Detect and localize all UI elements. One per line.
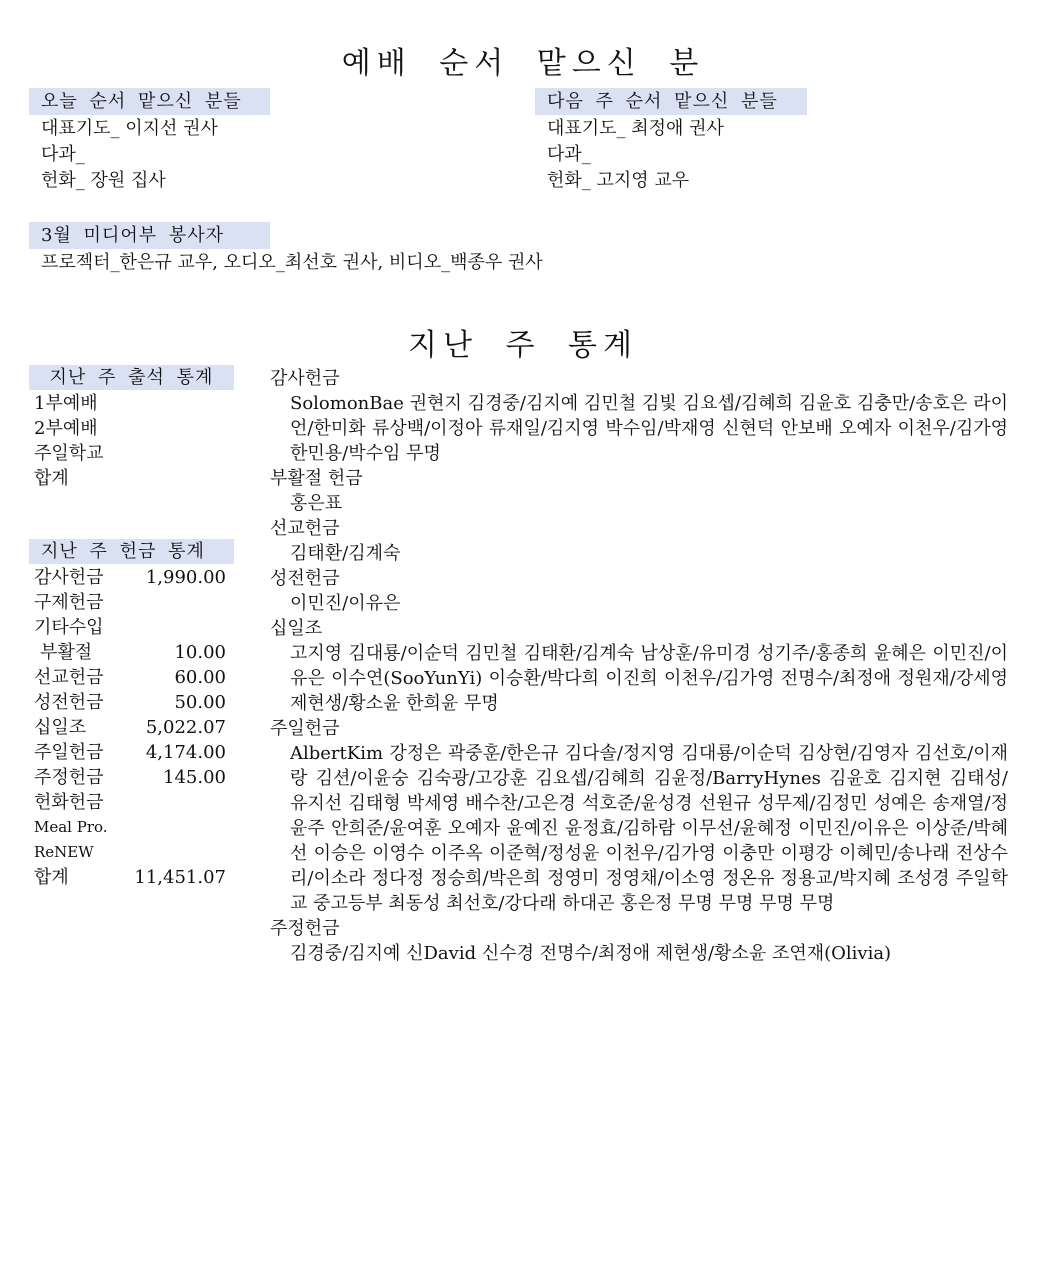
- offering-row: [34, 815, 226, 840]
- offering-value: 50.00: [174, 692, 226, 713]
- offering-row: [34, 740, 226, 765]
- offering-row: [34, 840, 226, 865]
- page-title: 예배 순서 맡으신 분: [341, 46, 705, 81]
- offering-row: [34, 715, 226, 740]
- offering-label: 성전헌금: [34, 692, 104, 713]
- donor-names: 이민진/이유은: [290, 593, 401, 614]
- offering-row: [34, 665, 226, 690]
- donor-category: 주일헌금: [270, 718, 340, 739]
- attendance-row-total: 합계: [34, 468, 69, 489]
- donor-category: 주정헌금: [270, 918, 340, 939]
- media-volunteers: 프로젝터_한은규 교우, 오디오_최선호 권사, 비디오_백종우 권사: [41, 252, 543, 273]
- attendance-row-sunday-school: 주일학교: [34, 443, 104, 464]
- donor-category: 성전헌금: [270, 568, 340, 589]
- offering-row: [34, 690, 226, 715]
- offering-row: [34, 590, 226, 615]
- offering-label: 부활절: [40, 642, 93, 663]
- donor-list: [270, 366, 1008, 966]
- offering-label: 합계: [34, 867, 69, 888]
- offering-label: ReNEW: [34, 843, 94, 861]
- offering-value: 5,022.07: [145, 717, 226, 738]
- media-header: 3월 미디어부 봉사자: [29, 222, 270, 249]
- offering-row: [34, 640, 226, 665]
- offering-label: 헌화헌금: [34, 792, 104, 813]
- offering-label: 주정헌금: [34, 767, 104, 788]
- offering-row: [34, 565, 226, 590]
- donor-names: AlbertKim 강정은 곽중훈/한은규 김다솔/정지영 김대룡/이순덕 김상현/김영자 김선호/이재랑 김션/이윤숭 김숙광/고강훈 김요셉/김혜희 김윤정/BarryHynes 김윤호 김지현 김태성/유지선 김태형 박세영 배수찬/고은경 석호준/윤성경 선원규 성무제/김정민 성예은 송재열/정윤주 안희준/윤여훈 오예자 윤예진 윤정효/김하람 이무선/윤혜정 이민진/이유은 이상준/박혜선 이승은 이영수 이주옥 이준혁/정성윤 이천우/김가영 이충만 이평강 이혜민/송나래 전상수리/이소라 정다정 정승희/박은희 정영미 정영채/이소영 정온유 정용교/박지혜 조성경 주일학교 중고등부 최동성 최선호/강다래 하대곤 홍은정 무명 무명 무명 무명: [290, 743, 1008, 914]
- offering-value: 145.00: [163, 767, 226, 788]
- attendance-row-service1: 1부예배: [34, 393, 98, 414]
- donor-names: 고지영 김대룡/이순덕 김민철 김태환/김계숙 남상훈/유미경 성기주/홍종희 윤혜은 이민진/이유은 이수연(SooYunYi) 이승환/박다희 이진희 이천우/김가영 전명수/최정애 정원재/강세영 제현생/황소윤 한희윤 무명: [290, 643, 1008, 714]
- offering-value: 10.00: [174, 642, 226, 663]
- offering-label: 기타수입: [34, 617, 104, 638]
- offering-row: [34, 790, 226, 815]
- offering-label: 감사헌금: [34, 567, 104, 588]
- donor-category: 부활절 헌금: [270, 468, 363, 489]
- donor-names: SolomonBae 권현지 김경중/김지예 김민철 김빛 김요셉/김혜희 김윤호 김충만/송호은 라이언/한미화 류상백/이정아 류재일/김지영 박수임/박재영 신현덕 안보배 오예자 이천우/김가영 한민용/박수임 무명: [290, 393, 1008, 464]
- offering-row: [34, 615, 226, 640]
- donor-category: 감사헌금: [270, 368, 340, 389]
- offering-label: 십일조: [34, 717, 87, 738]
- offering-row: [34, 765, 226, 790]
- stats-title: 지난 주 통계: [408, 328, 638, 363]
- today-line-prayer: 대표기도_ 이지선 권사: [41, 118, 218, 139]
- offering-label: 주일헌금: [34, 742, 104, 763]
- today-line-flowers: 헌화_ 장원 집사: [41, 170, 166, 191]
- donor-names: 홍은표: [290, 493, 343, 514]
- attendance-header: 지난 주 출석 통계: [29, 365, 234, 390]
- attendance-row-service2: 2부예배: [34, 418, 98, 439]
- donor-category: 선교헌금: [270, 518, 340, 539]
- offering-row-total: [34, 865, 226, 890]
- offering-header: 지난 주 헌금 통계: [29, 539, 234, 564]
- today-line-refreshments: 다과_: [41, 144, 85, 165]
- next-week-line-refreshments: 다과_: [547, 144, 591, 165]
- next-week-line-prayer: 대표기도_ 최정애 권사: [547, 118, 724, 139]
- offering-label: 구제헌금: [34, 592, 104, 613]
- offering-value: 11,451.07: [134, 867, 226, 888]
- offering-label: 선교헌금: [34, 667, 104, 688]
- next-week-line-flowers: 헌화_ 고지영 교우: [547, 170, 690, 191]
- offering-value: 1,990.00: [145, 567, 226, 588]
- donor-names: 김태환/김계숙: [290, 543, 401, 564]
- offering-value: 4,174.00: [145, 742, 226, 763]
- next-week-header: 다음 주 순서 맡으신 분들: [535, 88, 807, 115]
- offering-label: Meal Pro.: [34, 818, 108, 836]
- donor-names: 김경중/김지예 신David 신수경 전명수/최정애 제현생/황소윤 조연재(Olivia): [290, 943, 892, 964]
- offering-value: 60.00: [174, 667, 226, 688]
- today-header: 오늘 순서 맡으신 분들: [29, 88, 270, 115]
- donor-category: 십일조: [270, 618, 323, 639]
